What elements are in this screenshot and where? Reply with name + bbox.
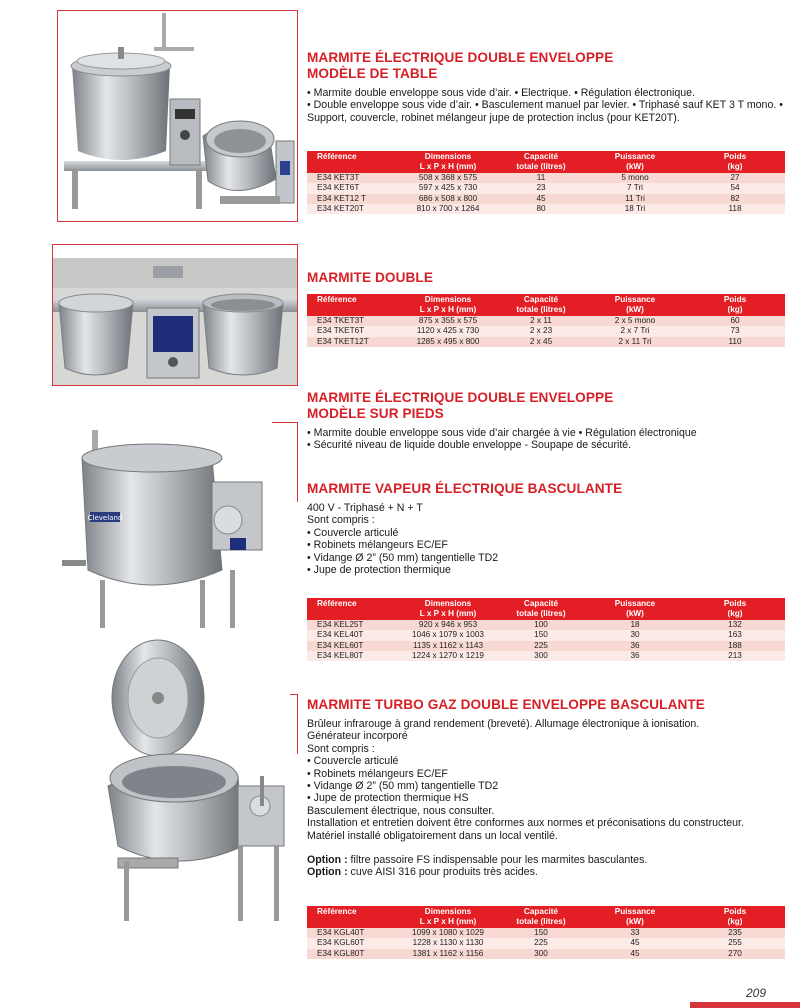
col-header-weight: Poids (kg)	[685, 151, 785, 173]
col-header-weight: Poids (kg)	[685, 294, 785, 316]
col-header-dimensions: Dimensions L x P x H (mm)	[399, 151, 497, 173]
option-line: Option : filtre passoire FS indispensable pour les marmites basculantes.	[307, 854, 648, 867]
option-line: Option : cuve AISI 316 pour produits très acides.	[307, 866, 538, 879]
table-row: E34 KEL40T 1046 x 1079 x 1003 150 30 163	[307, 630, 785, 640]
col-header-capacity: Capacité totale (litres)	[497, 151, 585, 173]
kettle-brand-label: Cleveland	[87, 514, 123, 522]
page-footer-bar	[690, 1002, 800, 1008]
col-header-capacity: Capacité totale (litres)	[497, 598, 585, 620]
table-row: E34 KEL60T 1135 x 1162 x 1143 225 36 188	[307, 641, 785, 651]
spec-table-double-kettle	[307, 294, 785, 347]
page-number: 209	[745, 986, 766, 1000]
col-header-power: Puissance (kW)	[585, 294, 685, 316]
col-header-weight: Poids (kg)	[685, 598, 785, 620]
section-title: MARMITE TURBO GAZ DOUBLE ENVELOPPE BASCULANTE	[307, 697, 705, 712]
table-row: E34 TKET3T 875 x 355 x 575 2 x 11 2 x 5 mono 60	[307, 316, 785, 326]
table-row: E34 KGL40T 1099 x 1080 x 1029 150 33 235	[307, 928, 785, 938]
col-header-weight: Poids (kg)	[685, 906, 785, 928]
col-header-dimensions: Dimensions L x P x H (mm)	[399, 294, 497, 316]
section-gas-kettle	[307, 697, 785, 879]
section-title: MARMITE VAPEUR ÉLECTRIQUE BASCULANTE	[307, 481, 623, 496]
table-row: E34 KEL25T 920 x 946 x 953 100 18 132	[307, 620, 785, 630]
section-steam-kettle	[307, 481, 785, 576]
table-row: E34 TKET6T 1120 x 425 x 730 2 x 23 2 x 7 Tri 73	[307, 326, 785, 336]
section-title: MARMITE ÉLECTRIQUE DOUBLE ENVELOPPE MODÈLE SUR PIEDS	[307, 390, 614, 421]
col-header-power: Puissance (kW)	[585, 598, 685, 620]
col-header-dimensions: Dimensions L x P x H (mm)	[399, 906, 497, 928]
table-row: E34 KET12 T 686 x 508 x 800 45 11 Tri 82	[307, 194, 785, 204]
floor-kettle-photo	[52, 420, 272, 635]
section-table-kettle	[307, 50, 785, 124]
gas-kettle-photo	[88, 636, 290, 926]
table-row: E34 KGL60T 1228 x 1130 x 1130 225 45 255	[307, 938, 785, 948]
spec-table-table-kettle	[307, 151, 785, 214]
col-header-power: Puissance (kW)	[585, 151, 685, 173]
col-header-capacity: Capacité totale (litres)	[497, 906, 585, 928]
table-row: E34 KGL80T 1381 x 1162 x 1156 300 45 270	[307, 949, 785, 959]
table-row: E34 TKET12T 1285 x 495 x 800 2 x 45 2 x 11 Tri 110	[307, 337, 785, 347]
section-description: 400 V - Triphasé + N + T Sont compris : • Couvercle articulé • Robinets mélangeurs EC/EF • Vidange Ø 2” (50 mm) tangentielle TD2 • Jupe de protection thermique	[307, 502, 499, 577]
section-description: • Marmite double enveloppe sous vide d’air. • Electrique. • Régulation électronique. • Double enveloppe sous vide d’air. • Basculement manuel par levier. • Triphasé sauf KET 3 T mono. • Support, couvercle, robinet mélangeur jupe de protection inclus (pour KET20T).	[307, 87, 783, 124]
section-double-kettle	[307, 270, 785, 286]
section-floor-kettle	[307, 390, 785, 452]
table-row: E34 KEL80T 1224 x 1270 x 1219 300 36 213	[307, 651, 785, 661]
col-header-reference: Référence	[307, 294, 399, 316]
col-header-reference: Référence	[307, 906, 399, 928]
section-description: • Marmite double enveloppe sous vide d’air chargée à vie • Régulation électronique • Sécurité niveau de liquide double enveloppe - Soupape de sécurité.	[307, 427, 697, 452]
section-description: Brûleur infrarouge à grand rendement (breveté). Allumage électronique à ionisation. Générateur incorporé Sont compris : • Couvercle articulé • Robinets mélangeurs EC/EF • Vidange Ø 2” (50 mm) tangentielle TD2 • Jupe de protection thermique HS Basculement électrique, nous consulter. Installation et entretien doivent être conformes aux normes et préconisations du constructeur. Matériel installé obligatoirement dans un local ventilé. Option : filtre passoire FS indispensable pour les marmites basculantes. Option : cuve AISI 316 pour produits très acides.	[307, 718, 785, 879]
spec-table-steam-kettle	[307, 598, 785, 661]
table-row: E34 KET20T 810 x 700 x 1264 80 18 Tri 118	[307, 204, 785, 214]
table-row: E34 KET6T 597 x 425 x 730 23 7 Tri 54	[307, 183, 785, 193]
spec-table-gas-kettle	[307, 906, 785, 959]
col-header-capacity: Capacité totale (litres)	[497, 294, 585, 316]
double-kettle-photo	[53, 258, 297, 385]
section-title: MARMITE ÉLECTRIQUE DOUBLE ENVELOPPE MODÈLE DE TABLE	[307, 50, 614, 81]
col-header-power: Puissance (kW)	[585, 906, 685, 928]
col-header-reference: Référence	[307, 151, 399, 173]
col-header-reference: Référence	[307, 598, 399, 620]
section-title: MARMITE DOUBLE	[307, 270, 434, 285]
col-header-dimensions: Dimensions L x P x H (mm)	[399, 598, 497, 620]
table-kettle-photo	[58, 11, 297, 221]
table-row: E34 KET3T 508 x 368 x 575 11 5 mono 27	[307, 173, 785, 183]
